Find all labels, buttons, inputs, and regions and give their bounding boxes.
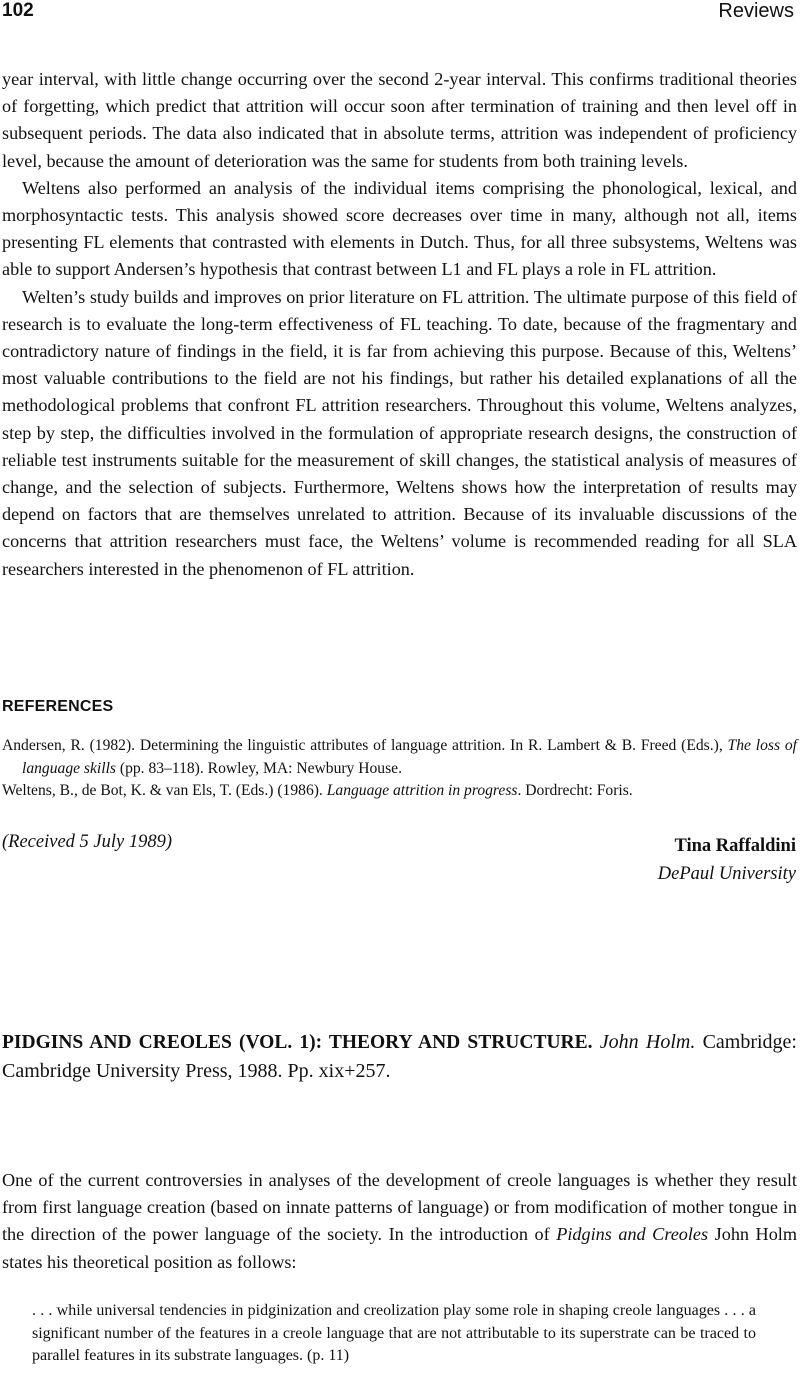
page-number: 102: [2, 0, 34, 21]
references-list: [2, 735, 797, 803]
references-heading: REFERENCES: [2, 698, 114, 715]
paragraph-text: One of the current controversies in analyses of the development of creole languages is whether they result from first language creation (based on innate patterns of language) or from modification of mother tongue in the direction of the power language of the society. In the introduction of: [2, 1170, 797, 1245]
reference-item: [2, 735, 797, 780]
section-title: Reviews: [718, 0, 794, 22]
cited-title: Pidgins and Creoles: [556, 1224, 709, 1245]
review-1-body: [2, 66, 797, 583]
block-quote: . . . while universal tendencies in pidginization and creolization play some role in shaping creole languages . . . a significant number of the features in a creole language that are not attributable to its superstrate can be traced to parallel features in its substrate languages. (p. 11): [32, 1302, 756, 1365]
review-2-heading: [2, 1028, 797, 1085]
reference-text: (pp. 83–118). Rowley, MA: Newbury House.: [116, 759, 402, 777]
review-2-body: [2, 1167, 797, 1276]
reference-item: [2, 780, 797, 803]
review-1-paragraph-2: Weltens also performed an analysis of the individual items comprising the phonological, lexical, and morphosyntactic tests. This analysis showed score decreases over time in many, although not all, items presenting FL elements that contrasted with elements in Dutch. Thus, for all three subsystems, Weltens was able to support Andersen’s hypothesis that contrast between L1 and FL plays a role in FL attrition.: [2, 177, 797, 280]
reviewer-signature: [658, 832, 796, 888]
reviewer-affiliation: DePaul University: [657, 864, 796, 884]
reference-text: . Dordrecht: Foris.: [517, 782, 633, 800]
reference-text: Andersen, R. (1982). Determining the linguistic attributes of language attrition. In R. Lambert & B. Freed (Eds.),: [2, 737, 728, 754]
book-title: PIDGINS AND CREOLES (VOL. 1): THEORY AND STRUCTURE.: [2, 1032, 593, 1053]
reference-title: Language attrition in progress: [326, 782, 518, 800]
book-publication: Cambridge: Cambridge University Press, 1988. Pp. xix+257.: [2, 1031, 797, 1082]
received-date: (Received 5 July 1989): [2, 832, 173, 852]
reference-title: The loss of language skills: [22, 737, 797, 777]
review-1-paragraph-3: Welten’s study builds and improves on prior literature on FL attrition. The ultimate purpose of this field of research is to evaluate the long-term effectiveness of FL teaching. To date, because of the fragmentary and contradictory nature of findings in the field, it is far from achieving this purpose. Because of this, Weltens’ most valuable contributions to the field are not his findings, but rather his detailed explanations of all the methodological problems that confront FL attrition researchers. Throughout this volume, Weltens analyzes, step by step, the difficulties involved in the formulation of appropriate research designs, the construction of reliable test instruments suitable for the measurement of skill changes, the statistical analysis of measures of change, and the selection of subjects. Furthermore, Weltens shows how the interpretation of results may depend on factors that are themselves unrelated to attrition. Because of its invaluable discussions of the concerns that attrition researchers must face, the Weltens’ volume is recommended reading for all SLA researchers interested in the phenomenon of FL attrition.: [2, 286, 797, 579]
reference-text: Weltens, B., de Bot, K. & van Els, T. (Eds.) (1986).: [2, 782, 327, 800]
review-1-paragraph-1: year interval, with little change occurring over the second 2-year interval. This confirms traditional theories of forgetting, which predict that attrition will occur soon after termination of training and then level off in subsequent periods. The data also indicated that in absolute terms, attrition was independent of proficiency level, because the amount of deterioration was the same for students from both training levels.: [2, 69, 797, 171]
paragraph-text: John Holm states his theoretical position as follows:: [2, 1224, 797, 1272]
running-header: [0, 0, 800, 28]
book-author: John Holm.: [599, 1031, 696, 1053]
reviewer-name: Tina Raffaldini: [674, 836, 796, 856]
review-2-paragraph-1: [2, 1167, 797, 1276]
